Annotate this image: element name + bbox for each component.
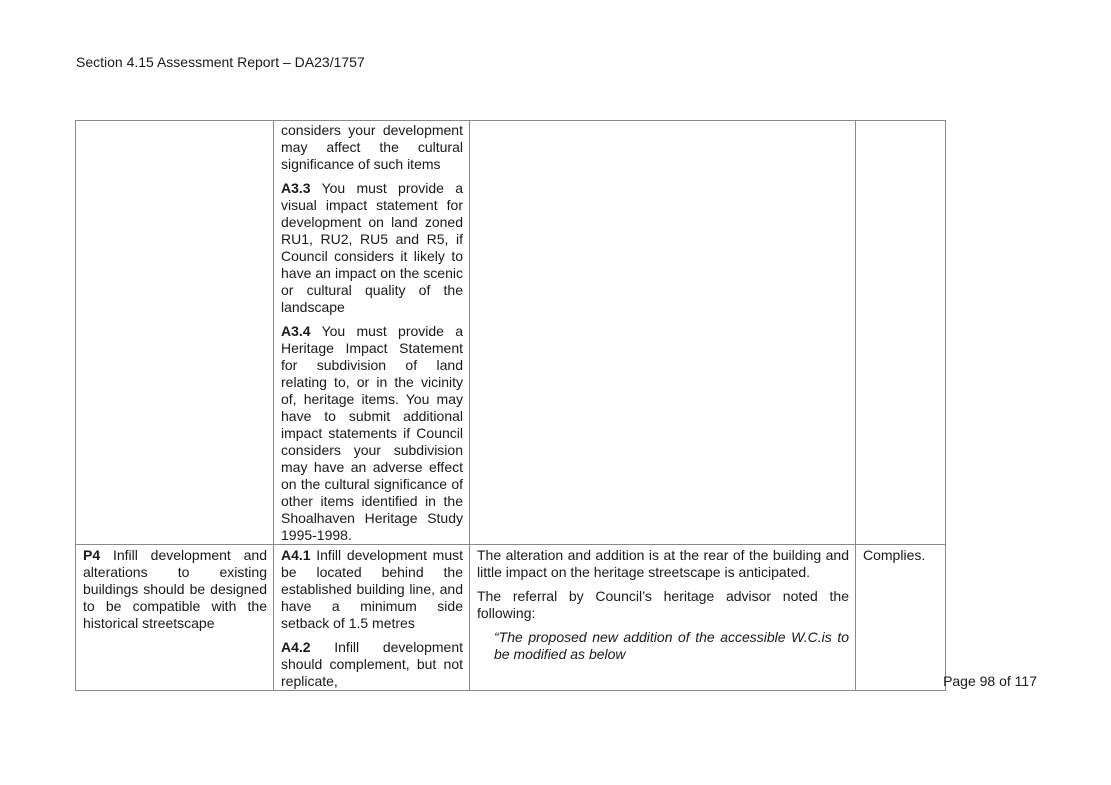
clause-code: A3.4 <box>281 323 311 339</box>
clause-code: A3.3 <box>281 180 311 196</box>
acceptable-solutions-cell <box>274 121 470 545</box>
performance-criteria-cell <box>76 545 274 691</box>
clause-text: Infill development must be located behind the established building line, and have a minimum side setback of 1.5 metres <box>281 547 463 631</box>
clause-code: A4.1 <box>281 547 311 563</box>
page-number: Page 98 of 117 <box>943 673 1037 689</box>
clause-text: You must provide a visual impact statement for development on land zoned RU1, RU2, RU5 and R5, if Council considers it likely to have an impact on the scenic or cultural quality of the landscape <box>281 180 463 315</box>
assessment-cell <box>470 545 856 691</box>
continued-text: considers your development may affect the cultural significance of such items <box>281 122 463 172</box>
performance-criteria-cell <box>76 121 274 545</box>
clause-code: P4 <box>83 547 101 563</box>
assessment-table <box>75 120 946 691</box>
heritage-quote: “The proposed new addition of the accessible W.C.is to be modified as below <box>494 629 849 662</box>
criteria-p4 <box>83 547 267 632</box>
compliance-cell <box>856 545 946 691</box>
clause-a4-2 <box>281 639 463 690</box>
clause-a4-1 <box>281 547 463 632</box>
clause-text: Infill development and alterations to existing buildings should be designed to be compatible with the historical streetscape <box>83 547 267 631</box>
table-row <box>76 545 946 691</box>
clause-a3-4 <box>281 323 463 544</box>
assessment-cell <box>470 121 856 545</box>
acceptable-solutions-cell <box>274 545 470 691</box>
clause-a3-3 <box>281 180 463 316</box>
assessment-paragraph: The alteration and addition is at the rear of the building and little impact on the heritage streetscape is anticipated. <box>477 547 849 580</box>
clause-code: A4.2 <box>281 639 311 655</box>
assessment-paragraph: The referral by Council’s heritage advisor noted the following: <box>477 588 849 621</box>
compliance-cell <box>856 121 946 545</box>
table-row <box>76 121 946 545</box>
clause-text: Infill development should complement, but not replicate, <box>281 639 463 689</box>
compliance-status: Complies. <box>863 547 926 563</box>
page-header: Section 4.15 Assessment Report – DA23/1757 <box>76 54 365 70</box>
clause-text: You must provide a Heritage Impact Statement for subdivision of land relating to, or in the vicinity of, heritage items. You may have to submit additional impact statements if Council considers your subdivision may have an adverse effect on the cultural significance of other items identified in the Shoalhaven Heritage Study 1995-1998. <box>281 323 463 543</box>
